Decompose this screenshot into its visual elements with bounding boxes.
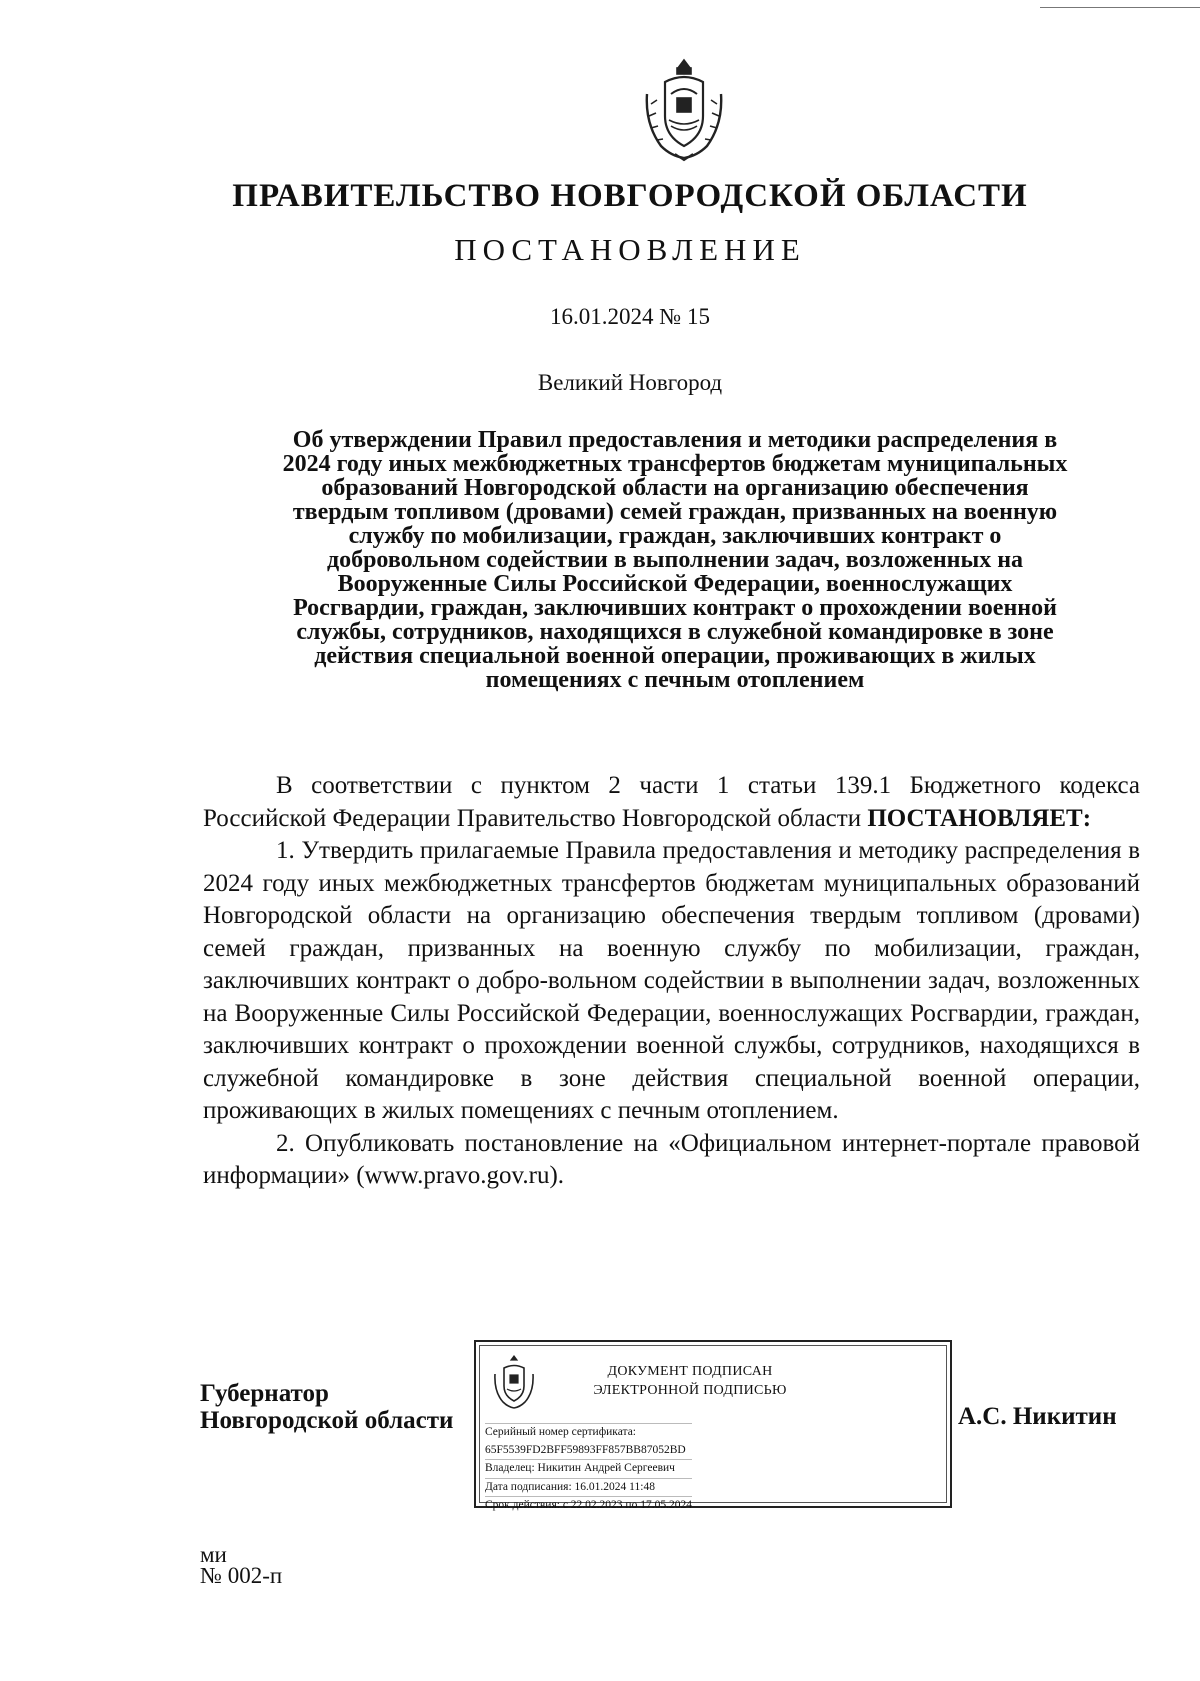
subject-line: службы, сотрудников, находящихся в служебной командировке в зоне xyxy=(296,619,1054,645)
subject-line: 2024 году иных межбюджетных трансфертов бюджетам муниципальных xyxy=(282,451,1068,477)
organization-title: ПРАВИТЕЛЬСТВО НОВГОРОДСКОЙ ОБЛАСТИ xyxy=(232,178,1028,214)
top-edge-line xyxy=(1040,7,1200,8)
subject-line: службу по мобилизации, граждан, заключивших контракт о xyxy=(348,523,1002,549)
stamp-owner: Владелец: Никитин Андрей Сергеевич xyxy=(485,1459,692,1478)
stamp-details xyxy=(485,1423,692,1515)
signatory-position xyxy=(200,1380,453,1434)
position-line-2: Новгородской области xyxy=(200,1407,454,1434)
subject-line: твердым топливом (дровами) семей граждан, призванных на военную xyxy=(292,499,1058,525)
intro-text: В соответствии с пунктом 2 части 1 статьи 139.1 Бюджетного кодекса Российской Федерации Правительство Новгородской области xyxy=(203,772,1140,832)
subject-line: добровольном содействии в выполнении задач, возложенных на xyxy=(326,547,1024,573)
subject-line: действия специальной военной операции, проживающих в жилых xyxy=(314,643,1036,669)
stamp-heading xyxy=(560,1362,820,1400)
position-line-1: Губернатор xyxy=(200,1380,329,1407)
footer-initials: ми xyxy=(200,1542,227,1567)
document-subject xyxy=(210,428,1140,692)
document-body xyxy=(203,770,1140,1193)
item-2-paragraph: 2. Опубликовать постановление на «Официальном интернет-портале правовой информации» (www.pravo.gov.ru). xyxy=(203,1129,1140,1189)
coat-of-arms-emblem xyxy=(641,54,727,164)
footer-registry-number: № 002-п xyxy=(200,1563,283,1588)
stamp-validity: Срок действия: с 22.02.2023 по 17.05.2024 xyxy=(485,1496,692,1515)
stamp-inner-border xyxy=(479,1345,947,1511)
subject-line: помещениях с печным отоплением xyxy=(485,667,865,693)
document-city: Великий Новгород xyxy=(537,370,723,395)
subject-line: Вооруженные Силы Российской Федерации, военнослужащих xyxy=(337,571,1013,597)
resolves-keyword: ПОСТАНОВЛЯЕТ: xyxy=(867,804,1092,832)
stamp-serial-label: Серийный номер сертификата: xyxy=(485,1423,692,1442)
electronic-signature-stamp xyxy=(474,1340,952,1511)
subject-line: образований Новгородской области на организацию обеспечения xyxy=(321,475,1029,501)
stamp-heading-line-1: ДОКУМЕНТ ПОДПИСАН xyxy=(607,1364,773,1379)
item-1-paragraph: 1. Утвердить прилагаемые Правила предоставления и методику распределения в 2024 году иных межбюджетных трансфертов бюджетам муниципальных образований Новгородской области на организацию обеспечения твердым топливом (дровами) семей граждан, призванных на военную службу по мобилизации, граждан, заключивших контракт о добро-вольном содействии в выполнении задач, возложенных на Вооруженные Силы Российской Федерации, военнослужащих Росгвардии, граждан, заключивших контракт о прохождении военной службы, сотрудников, находящихся в служебной командировке в зоне действия специальной военной операции, проживающих в жилых помещениях с печным отоплением. xyxy=(203,837,1140,1124)
intro-paragraph xyxy=(203,770,1140,835)
stamp-heading-line-2: ЭЛЕКТРОННОЙ ПОДПИСЬЮ xyxy=(593,1383,787,1398)
subject-line: Об утверждении Правил предоставления и методики распределения в xyxy=(292,427,1058,453)
stamp-emblem-icon xyxy=(492,1354,536,1410)
document-type: ПОСТАНОВЛЕНИЕ xyxy=(454,232,806,267)
footer-code xyxy=(200,1544,282,1586)
stamp-serial-number: 65F5539FD2BFF59893FF857BB87052BD xyxy=(485,1443,686,1456)
document-date-number: 16.01.2024 № 15 xyxy=(550,304,710,329)
signer-name: А.С. Никитин xyxy=(958,1403,1117,1430)
subject-line: Росгвардии, граждан, заключивших контракт о прохождении военной xyxy=(293,595,1057,621)
stamp-signed-date: Дата подписания: 16.01.2024 11:48 xyxy=(485,1478,692,1497)
